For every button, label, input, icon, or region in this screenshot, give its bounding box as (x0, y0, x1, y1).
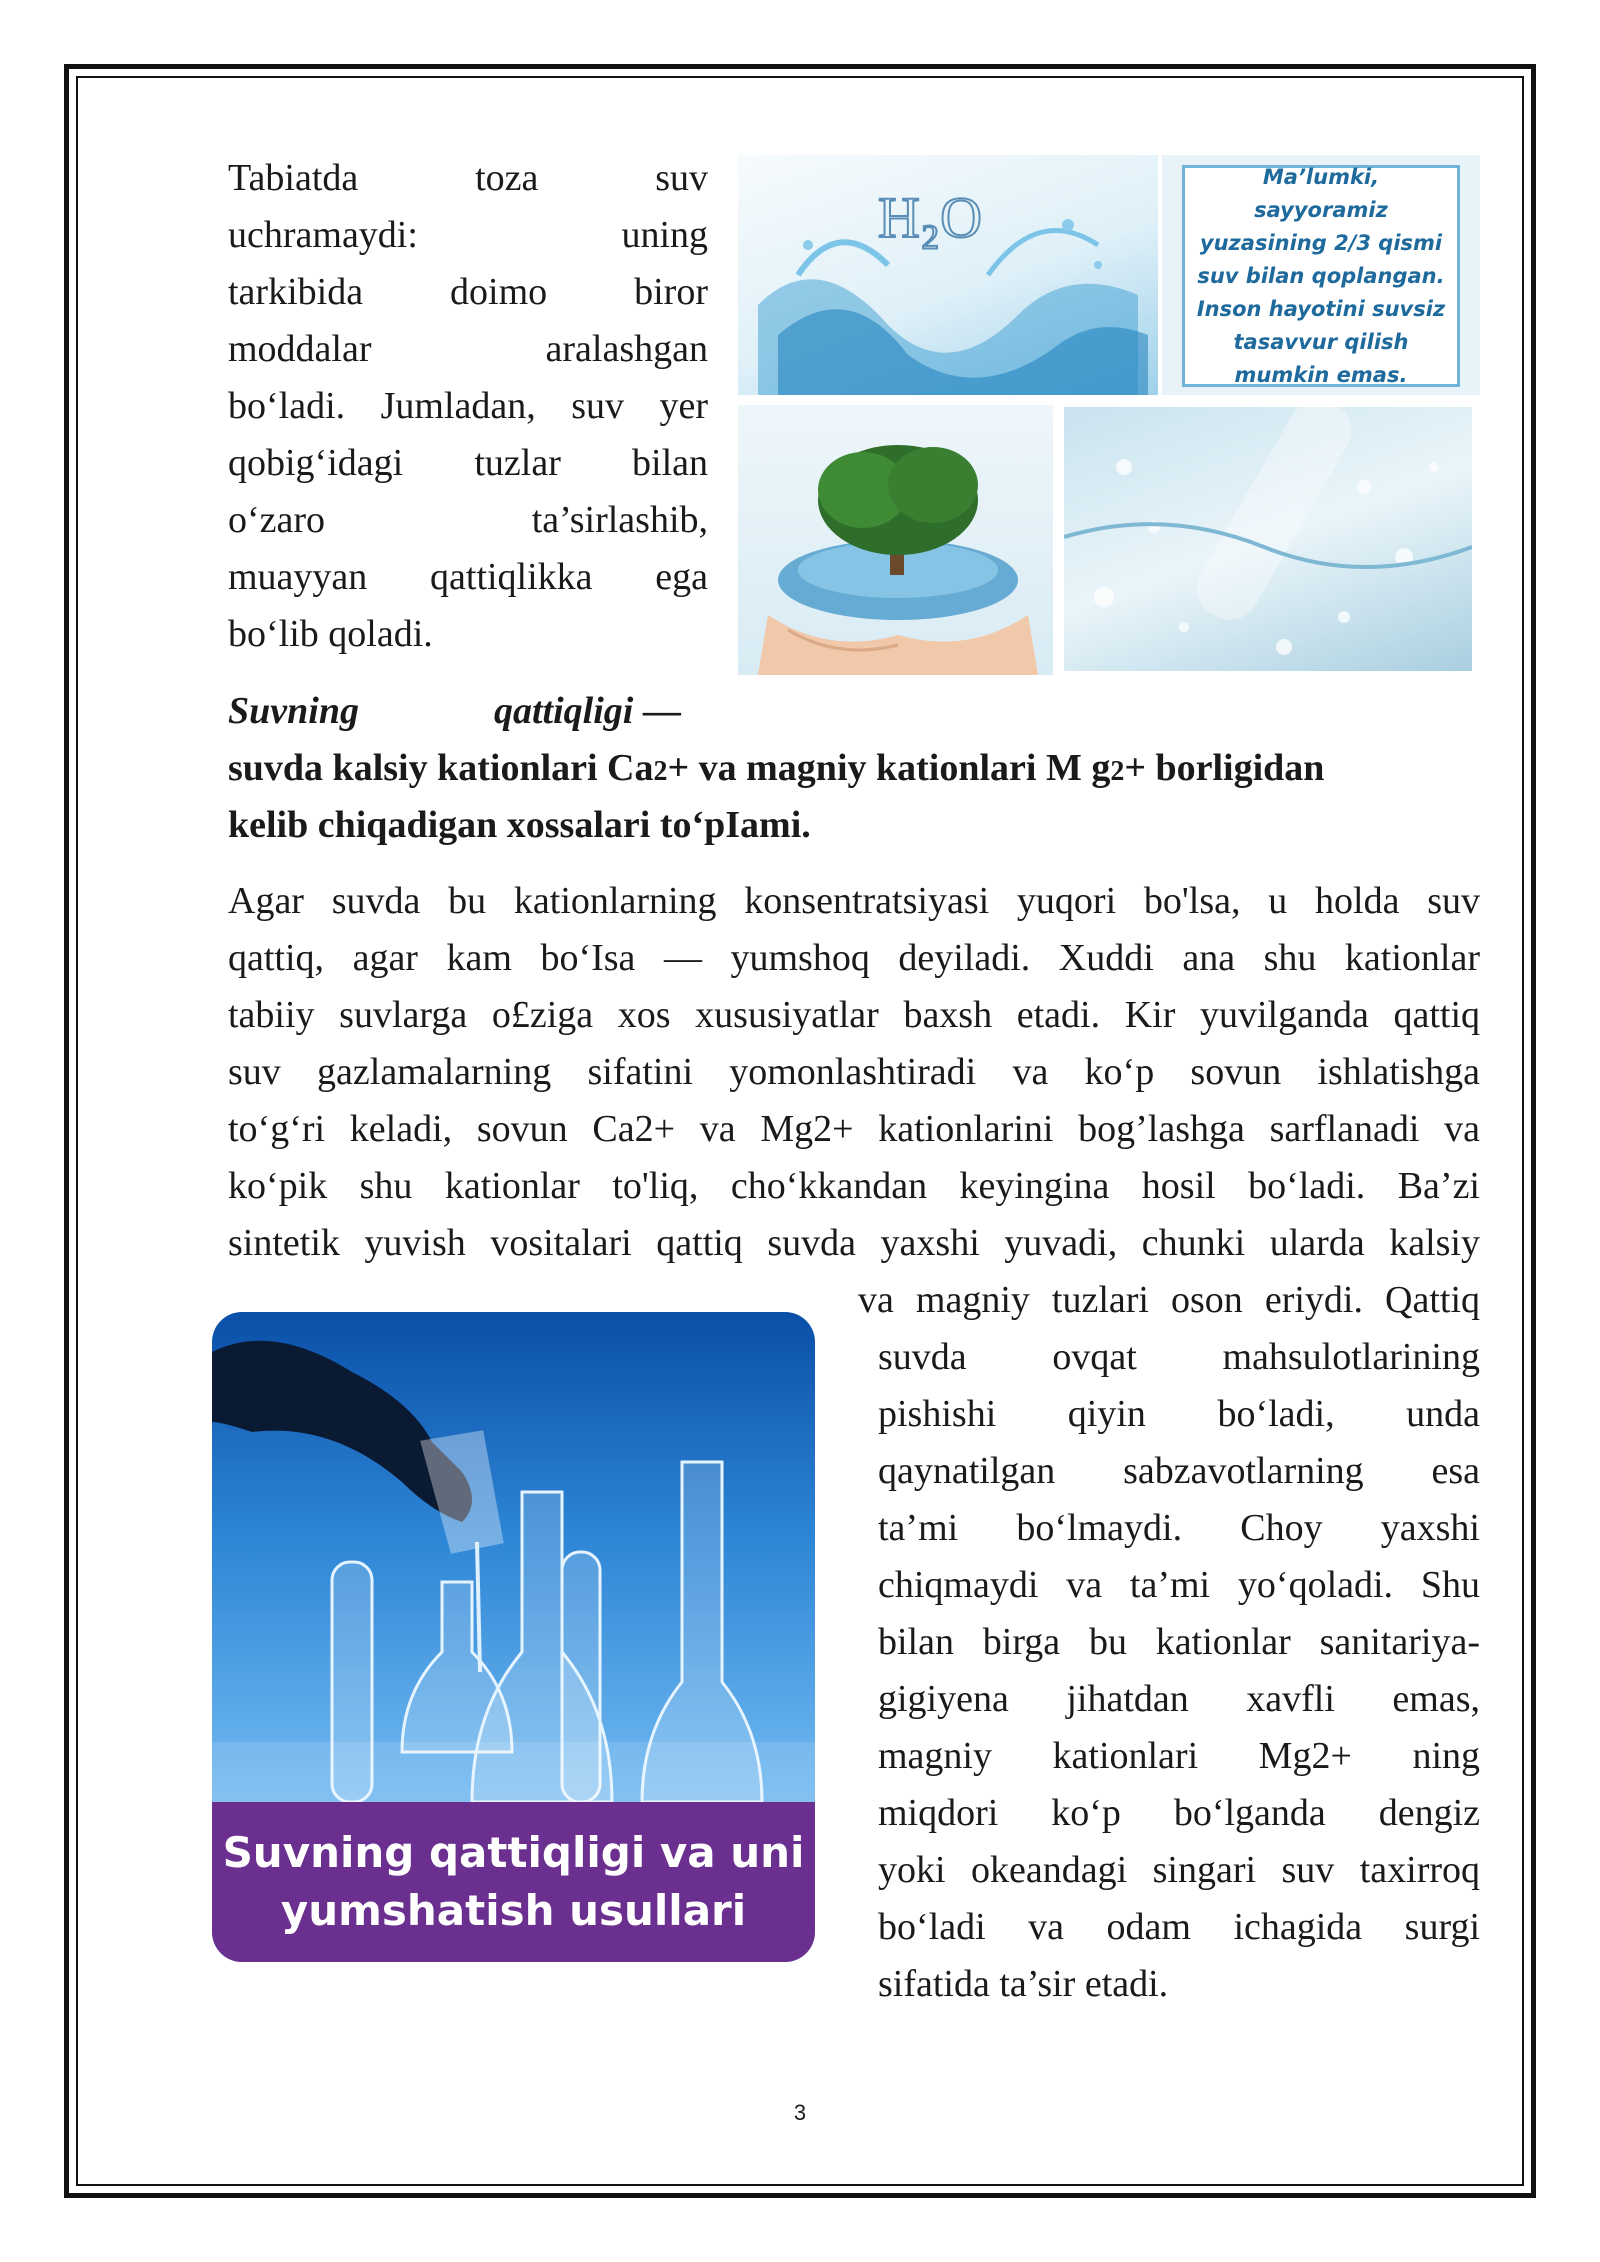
text-line: yoki okeandagi singari suv taxirroq (878, 1849, 1480, 1891)
text-line: muayyan qattiqlikka ega (228, 556, 708, 598)
text-line: magniy kationlari Mg2+ ning (878, 1735, 1480, 1777)
info-box (1182, 165, 1460, 387)
text-line: tabiiy suvlarga o£ziga xos xususiyatlar baxsh etadi. Kir yuvilganda qattiq (228, 994, 1480, 1036)
definition-term: Suvning (228, 690, 359, 732)
bubbles-graphic (1064, 407, 1472, 671)
text-line: moddalar aralashgan (228, 328, 708, 370)
test-tube-bubbles-panel (1064, 407, 1472, 671)
tree-in-hands-panel (738, 405, 1053, 675)
text-line: sifatida ta’sir etadi. (878, 1963, 1169, 2005)
text-line: chiqmaydi va ta’mi yo‘qoladi. Shu (878, 1564, 1480, 1606)
text-line: qobig‘idagi tuzlar bilan (228, 442, 708, 484)
text-line: Tabiatda toza suv (228, 157, 708, 199)
page-number: 3 (793, 2100, 807, 2125)
text-line: uchramaydi: uning (228, 214, 708, 256)
water-splash-graphic (738, 155, 1158, 395)
definition-line: kelib chiqadigan xossalari to‘pIami. (228, 804, 811, 846)
lab-glassware-image (212, 1312, 815, 1962)
h2o-label: H₂O (878, 185, 982, 250)
info-line: yuzasining 2/3 qismi (1199, 230, 1443, 255)
text-line: suvda ovqat mahsulotlarining (878, 1336, 1480, 1378)
lab-title-line: yumshatish usullari (280, 1886, 747, 1935)
info-panel (1162, 155, 1480, 395)
text-line: va magniy tuzlari oson eriydi. Qattiq (858, 1279, 1480, 1321)
text-line: bo‘lib qoladi. (228, 613, 433, 655)
tree-hands-graphic (738, 405, 1053, 675)
text-line: suv gazlamalarning sifatini yomonlashtiradi va ko‘p sovun ishlatishga (228, 1051, 1480, 1093)
info-line: mumkin emas. (1234, 362, 1408, 387)
text-line: ta’mi bo‘lmaydi. Choy yaxshi (878, 1507, 1480, 1549)
text-line: qattiq, agar kam bo‘Isa — yumshoq deyiladi. Xuddi ana shu kationlar (228, 937, 1480, 979)
text-line: o‘zaro ta’sirlashib, (228, 499, 708, 541)
text-line: sintetik yuvish vositalari qattiq suvda yaxshi yuvadi, chunki ularda kalsiy (228, 1222, 1480, 1264)
info-line: tasavvur qilish (1233, 329, 1409, 354)
definition-term-2: qattiqligi — (494, 690, 681, 732)
water-collage-image (738, 155, 1480, 675)
text-line: bo‘ladi va odam ichagida surgi (878, 1906, 1480, 1948)
text-line: tarkibida doimo biror (228, 271, 708, 313)
text-line: miqdori ko‘p bo‘lganda dengiz (878, 1792, 1480, 1834)
text-line: bo‘ladi. Jumladan, suv yer (228, 385, 708, 427)
text-line: ko‘pik shu kationlar to'liq, cho‘kkandan keyingina hosil bo‘ladi. Ba’zi (228, 1165, 1480, 1207)
definition-line: suvda kalsiy kationlari Ca2+ va magniy kationlari M g2+ borligidan (228, 747, 1325, 789)
text-line: qaynatilgan sabzavotlarning esa (878, 1450, 1480, 1492)
info-line: Inson hayotini suvsiz (1196, 296, 1446, 321)
text-line: to‘g‘ri keladi, sovun Ca2+ va Mg2+ kationlarini bog’lashga sarflanadi va (228, 1108, 1480, 1150)
lab-image-banner (212, 1802, 815, 1962)
lab-title-line: Suvning qattiqligi va uni (222, 1828, 805, 1877)
lab-glassware-graphic (212, 1312, 815, 1802)
text-line: pishishi qiyin bo‘ladi, unda (878, 1393, 1480, 1435)
text-line: Agar suvda bu kationlarning konsentratsiyasi yuqori bo'lsa, u holda suv (228, 880, 1480, 922)
text-line: gigiyena jihatdan xavfli emas, (878, 1678, 1480, 1720)
info-line: Ma’lumki, sayyoramiz (1254, 164, 1388, 222)
info-line: suv bilan qoplangan. (1197, 263, 1445, 288)
text-line: bilan birga bu kationlar sanitariya- (878, 1621, 1480, 1663)
water-splash-panel (738, 155, 1158, 395)
